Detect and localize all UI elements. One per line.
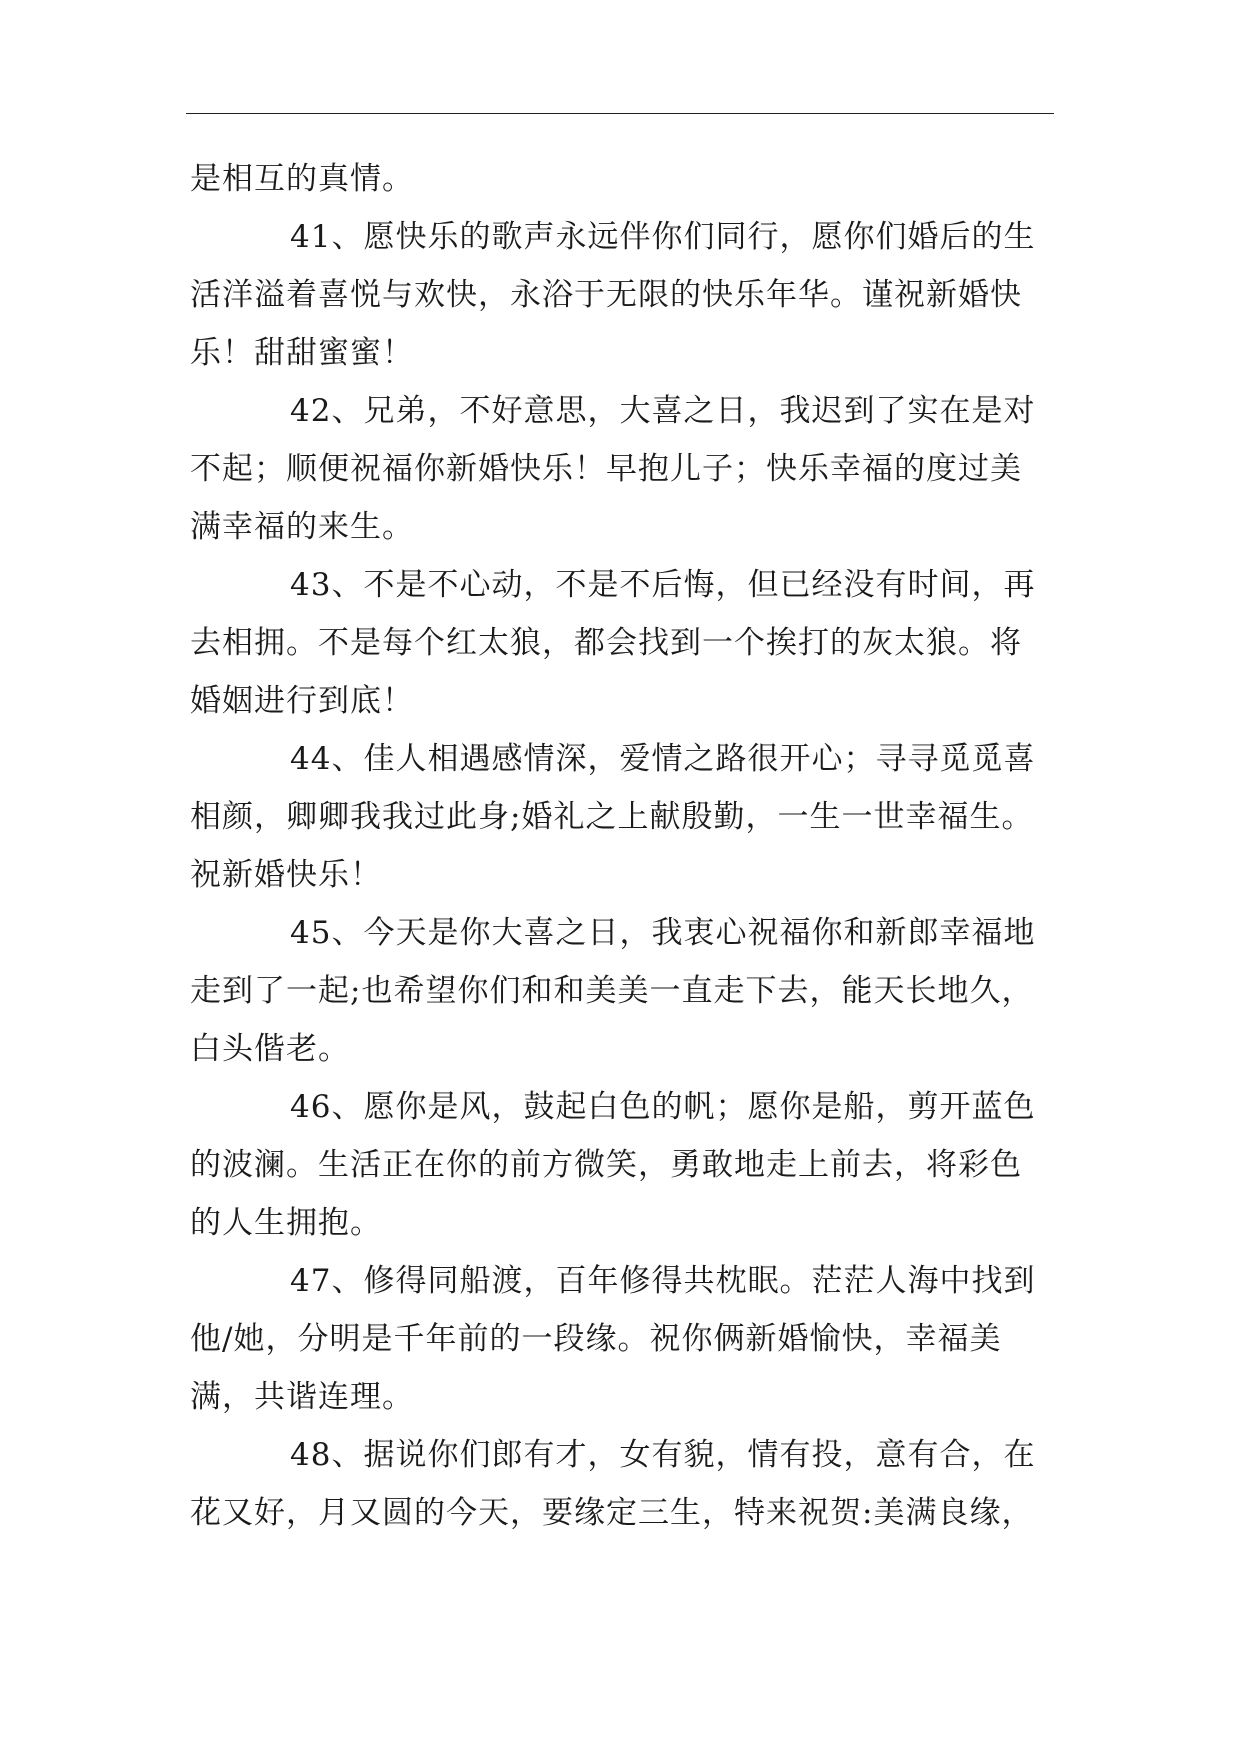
text-line: 45、今天是你大喜之日，我衷心祝福你和新郎幸福地 <box>290 915 1036 951</box>
text-line: 42、兄弟，不好意思，大喜之日，我迟到了实在是对 <box>290 393 1036 429</box>
text-line: 满幸福的来生。 <box>190 509 414 545</box>
text-line: 白头偕老。 <box>190 1031 350 1067</box>
paragraph-45 <box>190 904 1058 1078</box>
text-line: 是相互的真情。 <box>190 161 414 197</box>
document-body <box>190 150 1058 1542</box>
paragraph-43 <box>190 556 1058 730</box>
text-line: 的波澜。生活正在你的前方微笑，勇敢地走上前去，将彩色 <box>190 1147 1022 1183</box>
paragraph-42 <box>190 382 1058 556</box>
text-line: 他/她，分明是千年前的一段缘。祝你俩新婚愉快，幸福美 <box>190 1321 1002 1357</box>
text-line: 46、愿你是风，鼓起白色的帆；愿你是船，剪开蓝色 <box>290 1089 1036 1125</box>
text-line: 43、不是不心动，不是不后悔，但已经没有时间，再 <box>290 567 1036 603</box>
text-line: 乐！甜甜蜜蜜！ <box>190 335 414 371</box>
text-line: 相颜，卿卿我我过此身;婚礼之上献殷勤，一生一世幸福生。 <box>190 799 1034 835</box>
header-rule <box>186 113 1054 114</box>
text-line: 不起；顺便祝福你新婚快乐！早抱儿子；快乐幸福的度过美 <box>190 451 1022 487</box>
paragraph-46 <box>190 1078 1058 1252</box>
text-line: 48、据说你们郎有才，女有貌，情有投，意有合，在 <box>290 1437 1036 1473</box>
paragraph-44 <box>190 730 1058 904</box>
text-line: 活洋溢着喜悦与欢快，永浴于无限的快乐年华。谨祝新婚快 <box>190 277 1022 313</box>
paragraph-48 <box>190 1426 1058 1542</box>
paragraph-41 <box>190 208 1058 382</box>
paragraph-continuation <box>190 150 1058 208</box>
text-line: 花又好，月又圆的今天，要缘定三生，特来祝贺:美满良缘， <box>190 1495 1034 1531</box>
text-line: 祝新婚快乐！ <box>190 857 382 893</box>
text-line: 去相拥。不是每个红太狼，都会找到一个挨打的灰太狼。将 <box>190 625 1022 661</box>
text-line: 41、愿快乐的歌声永远伴你们同行，愿你们婚后的生 <box>290 219 1036 255</box>
text-line: 满，共谐连理。 <box>190 1379 414 1415</box>
text-line: 的人生拥抱。 <box>190 1205 382 1241</box>
text-line: 婚姻进行到底！ <box>190 683 414 719</box>
text-line: 44、佳人相遇感情深，爱情之路很开心；寻寻觅觅喜 <box>290 741 1036 777</box>
text-line: 走到了一起;也希望你们和和美美一直走下去，能天长地久， <box>190 973 1034 1009</box>
text-line: 47、修得同船渡，百年修得共枕眠。茫茫人海中找到 <box>290 1263 1036 1299</box>
paragraph-47 <box>190 1252 1058 1426</box>
